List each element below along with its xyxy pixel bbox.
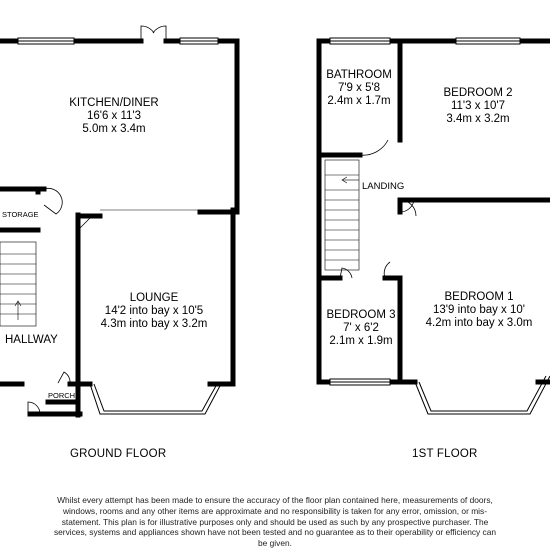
bathroom-name: BATHROOM	[326, 69, 392, 81]
bedroom3-imperial: 7' x 6'2	[343, 322, 379, 334]
kitchen-metric: 5.0m x 3.4m	[82, 123, 146, 135]
kitchen-name: KITCHEN/DINER	[69, 97, 159, 109]
hallway-label	[5, 334, 58, 347]
lounge-metric: 4.3m into bay x 3.2m	[100, 318, 208, 330]
first-floor-doors	[340, 140, 416, 278]
disclaimer-text	[0, 495, 550, 549]
disclaimer-line-5: be given.	[258, 538, 292, 549]
disclaimer-line-2: windows, rooms and any other items are approximate and no responsibility is taken for any error, omission, or mis-	[62, 505, 488, 516]
disclaimer-line-4: services, systems and appliances shown have not been tested and no guarantee as to their operability or efficiency can	[53, 527, 497, 538]
first-floor-staircase	[325, 160, 359, 270]
bathroom-label	[318, 69, 400, 108]
bedroom2-name: BEDROOM 2	[443, 87, 513, 99]
bedroom1-metric: 4.2m into bay x 3.0m	[425, 317, 533, 329]
storage-door	[44, 188, 62, 214]
lounge-bay-window	[90, 384, 221, 414]
disclaimer-line-3: statement. This plan is for illustrative purposes only and should be used as such by any prospective purchaser. The	[61, 516, 489, 527]
bedroom1-name: BEDROOM 1	[444, 291, 514, 303]
lounge-label	[84, 292, 224, 331]
bathroom-imperial: 7'9 x 5'8	[337, 82, 381, 94]
bedroom2-metric: 3.4m x 3.2m	[446, 113, 510, 125]
disclaimer-line-1: Whilst every attempt has been made to ensure the accuracy of the floor plan contained here, measurements of doors,	[57, 495, 493, 505]
ground-floor-plan	[0, 26, 237, 415]
bedroom2-label	[426, 87, 530, 126]
bedroom2-imperial: 11'3 x 10'7	[450, 100, 506, 112]
porch-label: PORCH	[48, 391, 76, 400]
ground-floor-title: GROUND FLOOR	[70, 448, 167, 460]
bedroom3-name: BEDROOM 3	[326, 309, 396, 321]
kitchen-imperial: 16'6 x 11'3	[86, 110, 142, 122]
bedroom3-label	[321, 309, 401, 348]
bedroom1-bay-window	[415, 376, 550, 414]
bedroom3-metric: 2.1m x 1.9m	[329, 335, 393, 347]
ground-floor-staircase	[0, 242, 36, 326]
bedroom1-label	[414, 291, 544, 330]
lounge-name: LOUNGE	[129, 292, 179, 304]
storage-label: STORAGE	[2, 210, 39, 219]
lounge-imperial: 14'2 into bay x 10'5	[104, 305, 204, 317]
bedroom1-imperial: 13'9 into bay x 10'	[433, 304, 525, 316]
kitchen-label	[63, 97, 165, 136]
bathroom-metric: 2.4m x 1.7m	[327, 95, 391, 107]
first-floor-title: 1ST FLOOR	[412, 448, 478, 460]
kitchen-french-doors	[141, 26, 166, 41]
landing-label: LANDING	[362, 181, 405, 192]
hallway-name: HALLWAY	[5, 334, 58, 346]
